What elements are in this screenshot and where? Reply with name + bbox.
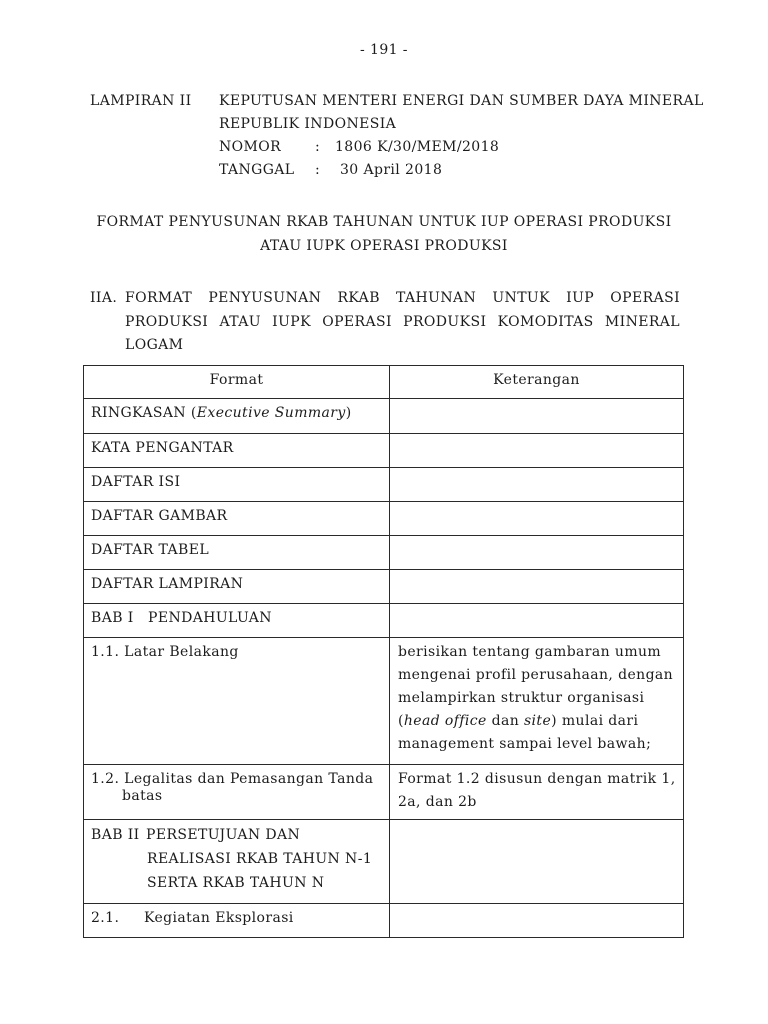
table-row [84, 638, 684, 765]
keterangan-cell [390, 570, 684, 604]
table-row [84, 820, 684, 904]
format-table [83, 365, 684, 938]
page-number: - 191 - [360, 42, 408, 58]
keterangan-cell [390, 536, 684, 570]
keterangan-text: dan [486, 713, 524, 729]
format-cell [84, 820, 390, 904]
format-cell: 1.1. Latar Belakang [84, 638, 390, 765]
format-cell [84, 904, 390, 938]
table-row [84, 604, 684, 638]
table-row [84, 399, 684, 434]
section-number: IIA. [90, 290, 118, 306]
format-line [91, 823, 383, 847]
section-heading-line3: LOGAM [125, 337, 184, 353]
format-text-italic: Executive Summary [196, 405, 346, 421]
table-row [84, 468, 684, 502]
document-title-line2: ATAU IUPK OPERASI PRODUKSI [260, 238, 508, 254]
format-cell [84, 765, 390, 820]
chapter-title: PERSETUJUAN DAN [146, 827, 301, 843]
tanggal-separator: : [315, 162, 321, 178]
table-row [84, 502, 684, 536]
subsection-number: 2.1. [91, 910, 120, 926]
format-text: ) [345, 405, 352, 421]
nomor-label: NOMOR [219, 139, 282, 155]
format-line: REALISASI RKAB TAHUN N-1 [147, 851, 373, 867]
format-line: 1.2. Legalitas dan Pemasangan Tanda [91, 771, 374, 787]
keterangan-cell [390, 765, 684, 820]
header-keterangan: Keterangan [390, 366, 684, 399]
keterangan-line: berisikan tentang gambaran umum [398, 644, 662, 660]
section-heading-line2: PRODUKSI ATAU IUPK OPERASI PRODUKSI KOMODITAS MINERAL [125, 314, 680, 330]
table-row [84, 434, 684, 468]
keterangan-line: mengenai profil perusahaan, dengan [398, 667, 674, 683]
format-line: batas [122, 788, 163, 804]
keterangan-text-italic: head office [403, 713, 487, 729]
keterangan-line [398, 710, 677, 733]
table-row [84, 765, 684, 820]
keterangan-cell [390, 638, 684, 765]
keterangan-line: management sampai level bawah; [398, 736, 652, 752]
format-cell [84, 399, 390, 434]
keterangan-text-italic: site [523, 713, 552, 729]
tanggal-label: TANGGAL [219, 162, 295, 178]
chapter-number: BAB II [91, 827, 140, 843]
table-row [84, 904, 684, 938]
format-cell: DAFTAR LAMPIRAN [84, 570, 390, 604]
table-row [84, 570, 684, 604]
keterangan-cell [390, 820, 684, 904]
document-title-line1: FORMAT PENYUSUNAN RKAB TAHUNAN UNTUK IUP OPERASI PRODUKSI [96, 214, 672, 230]
keterangan-line: Format 1.2 disusun dengan matrik 1, [398, 771, 676, 787]
nomor-separator: : [315, 139, 321, 155]
keterangan-cell [390, 502, 684, 536]
format-line: SERTA RKAB TAHUN N [147, 875, 325, 891]
keterangan-cell [390, 399, 684, 434]
table-row [84, 536, 684, 570]
keterangan-text: ( [398, 713, 404, 729]
tanggal-value: 30 April 2018 [340, 162, 443, 178]
format-cell [84, 604, 390, 638]
format-cell: DAFTAR ISI [84, 468, 390, 502]
header-format: Format [84, 366, 390, 399]
chapter-title: PENDAHULUAN [148, 610, 272, 626]
section-heading-line1: FORMAT PENYUSUNAN RKAB TAHUNAN UNTUK IUP OPERASI [125, 290, 680, 306]
format-cell: KATA PENGANTAR [84, 434, 390, 468]
decree-title-line1: KEPUTUSAN MENTERI ENERGI DAN SUMBER DAYA MINERAL [219, 93, 704, 109]
chapter-number: BAB I [91, 610, 134, 626]
keterangan-cell [390, 434, 684, 468]
format-cell: DAFTAR TABEL [84, 536, 390, 570]
nomor-value: 1806 K/30/MEM/2018 [335, 139, 500, 155]
format-text: RINGKASAN ( [91, 405, 197, 421]
keterangan-line: melampirkan struktur organisasi [398, 690, 645, 706]
keterangan-text: ) mulai dari [551, 713, 639, 729]
keterangan-cell [390, 904, 684, 938]
subsection-title: Kegiatan Eksplorasi [144, 910, 294, 926]
format-cell: DAFTAR GAMBAR [84, 502, 390, 536]
decree-title-line2: REPUBLIK INDONESIA [219, 116, 397, 132]
keterangan-cell [390, 468, 684, 502]
table-header-row [84, 366, 684, 399]
keterangan-line: 2a, dan 2b [398, 794, 477, 810]
keterangan-cell [390, 604, 684, 638]
lampiran-label: LAMPIRAN II [90, 93, 192, 109]
